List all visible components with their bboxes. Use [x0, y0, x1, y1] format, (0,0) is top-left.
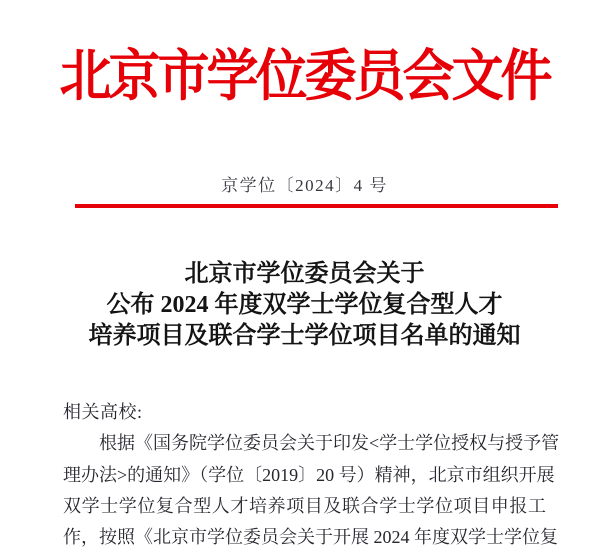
- body-paragraph-line-1: 根据《国务院学位委员会关于印发<学士学位授权与授予管: [99, 433, 560, 454]
- document-body: [63, 397, 560, 552]
- red-divider-line: [75, 204, 558, 208]
- document-title-line-3: 培养项目及联合学士学位项目名单的通知: [88, 323, 521, 349]
- body-paragraph-line-3: 双学士学位复合型人才培养项目及联合学士学位项目申报工: [63, 495, 546, 516]
- body-paragraph-line-4: 作，按照《北京市学位委员会关于开展 2024 年度双学士学位复: [63, 527, 558, 548]
- letterhead-title: 北京市学位委员会文件: [59, 47, 550, 109]
- document-reference-number: 京学位〔2024〕4 号: [221, 176, 388, 195]
- document-title: [0, 259, 609, 352]
- document-title-line-2: 公布 2024 年度双学士学位复合型人才: [106, 292, 503, 318]
- salutation-line: 相关高校:: [63, 402, 143, 422]
- document-title-line-1: 北京市学位委员会关于: [184, 261, 425, 287]
- body-paragraph-line-2: 理办法>的通知》（学位〔2019〕20 号）精神，北京市组织开展: [63, 464, 555, 485]
